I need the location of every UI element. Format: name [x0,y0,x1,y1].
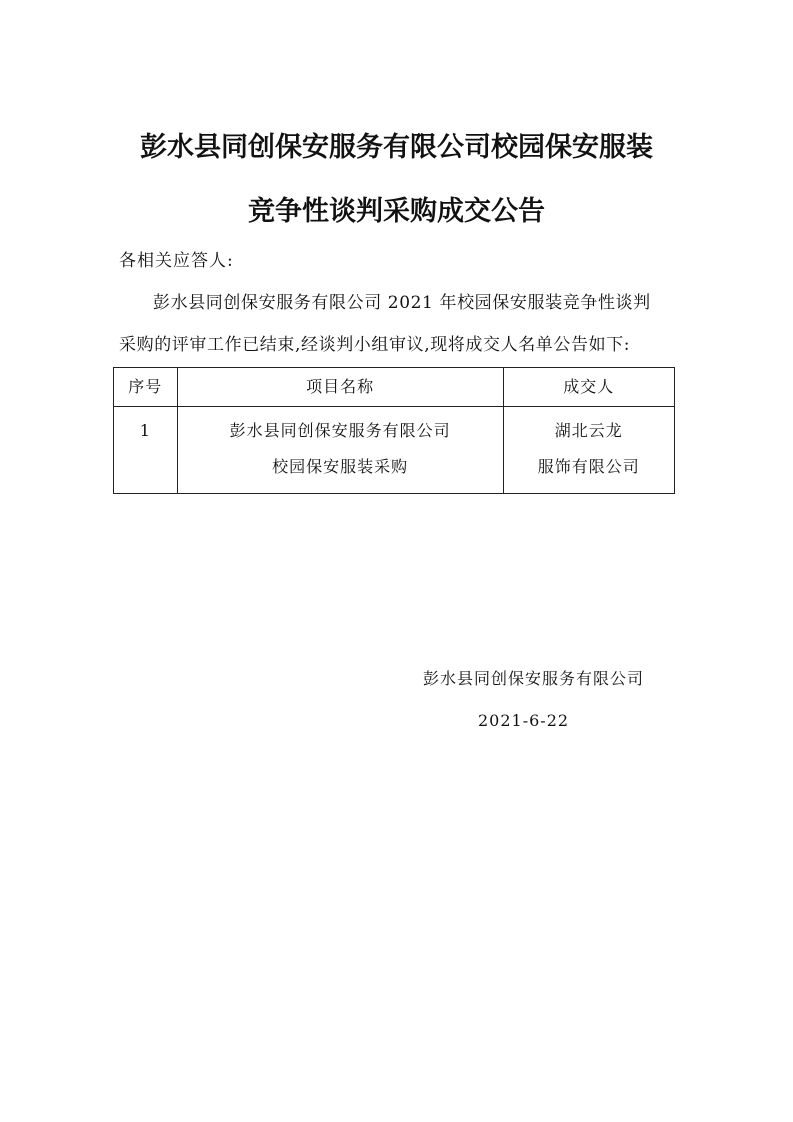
header-project-name: 项目名称 [177,368,503,407]
table-header-row [114,368,675,407]
signature-company: 彭水县同创保安服务有限公司 [423,669,645,688]
header-winner: 成交人 [503,368,674,407]
project-name-line-2: 校园保安服装采购 [272,457,409,476]
serial-number-text: 1 [139,421,151,440]
project-name-line-1: 彭水县同创保安服务有限公司 [229,421,451,440]
cell-winner [503,407,674,494]
award-table [113,367,675,494]
body-paragraph-line-2: 采购的评审工作已结束,经谈判小组审议,现将成交人名单公告如下: [119,335,631,355]
header-serial-number: 序号 [114,368,178,407]
winner-line-1: 湖北云龙 [554,421,623,440]
signature-date: 2021-6-22 [478,711,570,730]
body-paragraph-line-1: 彭水县同创保安服务有限公司 2021 年校园保安服装竞争性谈判 [153,293,651,313]
cell-project-name [177,407,503,494]
table-row [114,407,675,494]
document-title-line-2: 竞争性谈判采购成交公告 [248,196,545,227]
salutation: 各相关应答人: [119,251,234,271]
winner-line-2: 服饰有限公司 [537,457,640,476]
document-title-line-1: 彭水县同创保安服务有限公司校园保安服装 [140,132,653,163]
cell-serial-number [114,407,178,494]
